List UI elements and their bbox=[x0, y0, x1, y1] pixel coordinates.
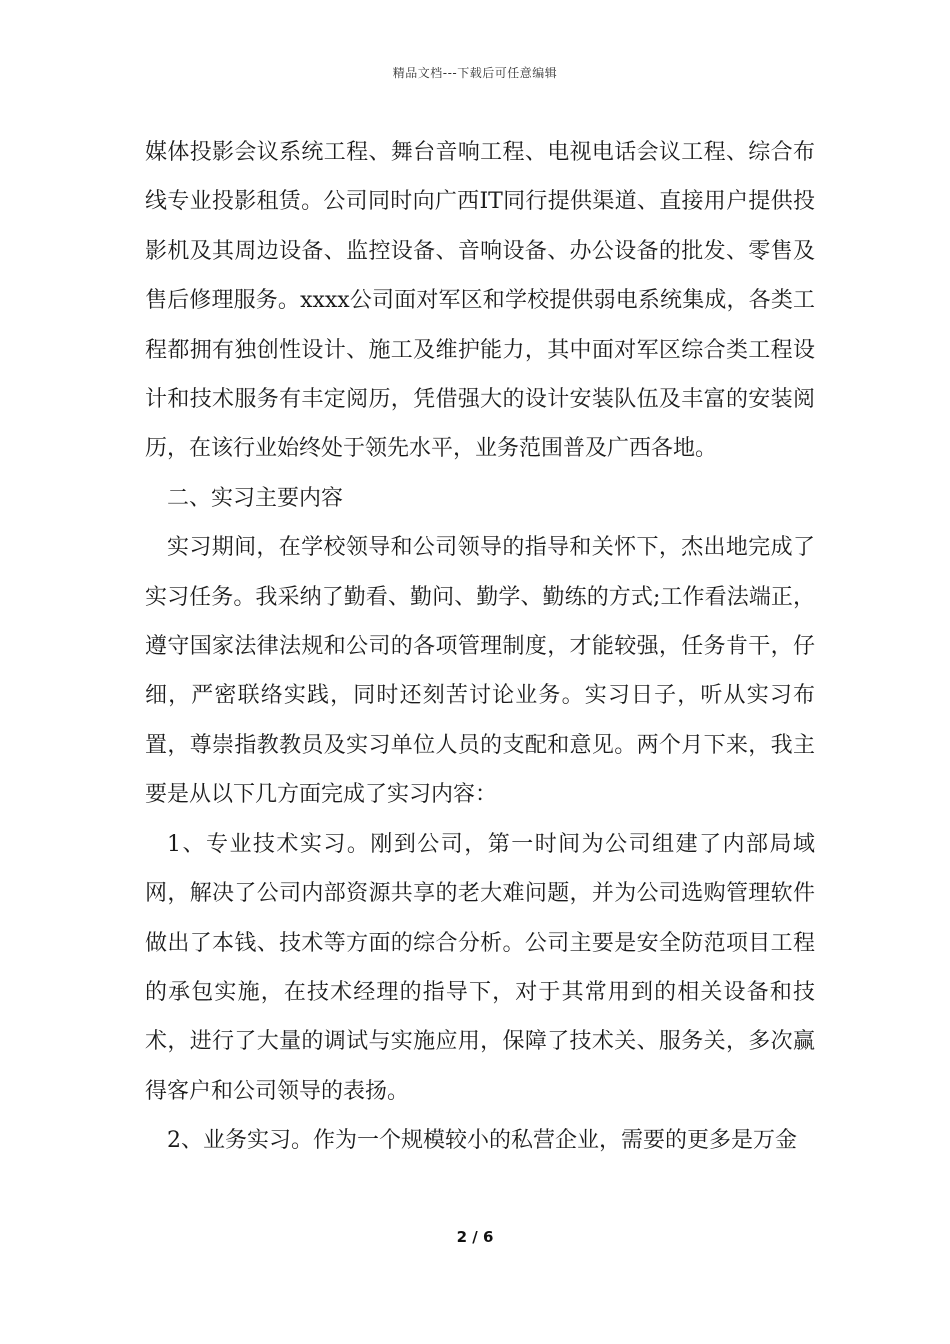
section-heading: 二、实习主要内容 bbox=[167, 485, 344, 511]
page-number: 2 / 6 bbox=[456, 1228, 494, 1246]
page-header: 精品文档---下载后可任意编辑 bbox=[392, 66, 558, 80]
body-paragraph: 1、专业技术实习。刚到公司，第一时间为公司组建了内部局域网，解决了公司内部资源共享的老大难问题，并为公司选购管理软件做出了本钱、技术等方面的综合分析。公司主要是安全防范项目工程的承包实施，在技术经理的指导下，对于其常用到的相关设备和技术，进行了大量的调试与实施应用，保障了技术关、服务关，多次赢得客户和公司领导的表扬。 bbox=[145, 831, 815, 1104]
body-paragraph: 2、业务实习。作为一个规模较小的私营企业，需要的更多是万金 bbox=[167, 1128, 797, 1154]
document-body bbox=[145, 128, 815, 1166]
body-paragraph: 媒体投影会议系统工程、舞台音响工程、电视电话会议工程、综合布线专业投影租赁。公司同时向广西IT同行提供渠道、直接用户提供投影机及其周边设备、监控设备、音响设备、办公设备的批发、零售及售后修理服务。xxxx公司面对军区和学校提供弱电系统集成，各类工程都拥有独创性设计、施工及维护能力，其中面对军区综合类工程设计和技术服务有丰定阅历，凭借强大的设计安装队伍及丰富的安装阅历，在该行业始终处于领先水平，业务范围普及广西各地。 bbox=[145, 140, 815, 462]
body-paragraph: 实习期间，在学校领导和公司领导的指导和关怀下，杰出地完成了实习任务。我采纳了勤看、勤问、勤学、勤练的方式;工作看法端正，遵守国家法律法规和公司的各项管理制度，才能较强，任务肯干，仔细，严密联络实践，同时还刻苦讨论业务。实习日子，听从实习布置，尊崇指教教员及实习单位人员的支配和意见。两个月下来，我主要是从以下几方面完成了实习内容： bbox=[145, 535, 815, 808]
